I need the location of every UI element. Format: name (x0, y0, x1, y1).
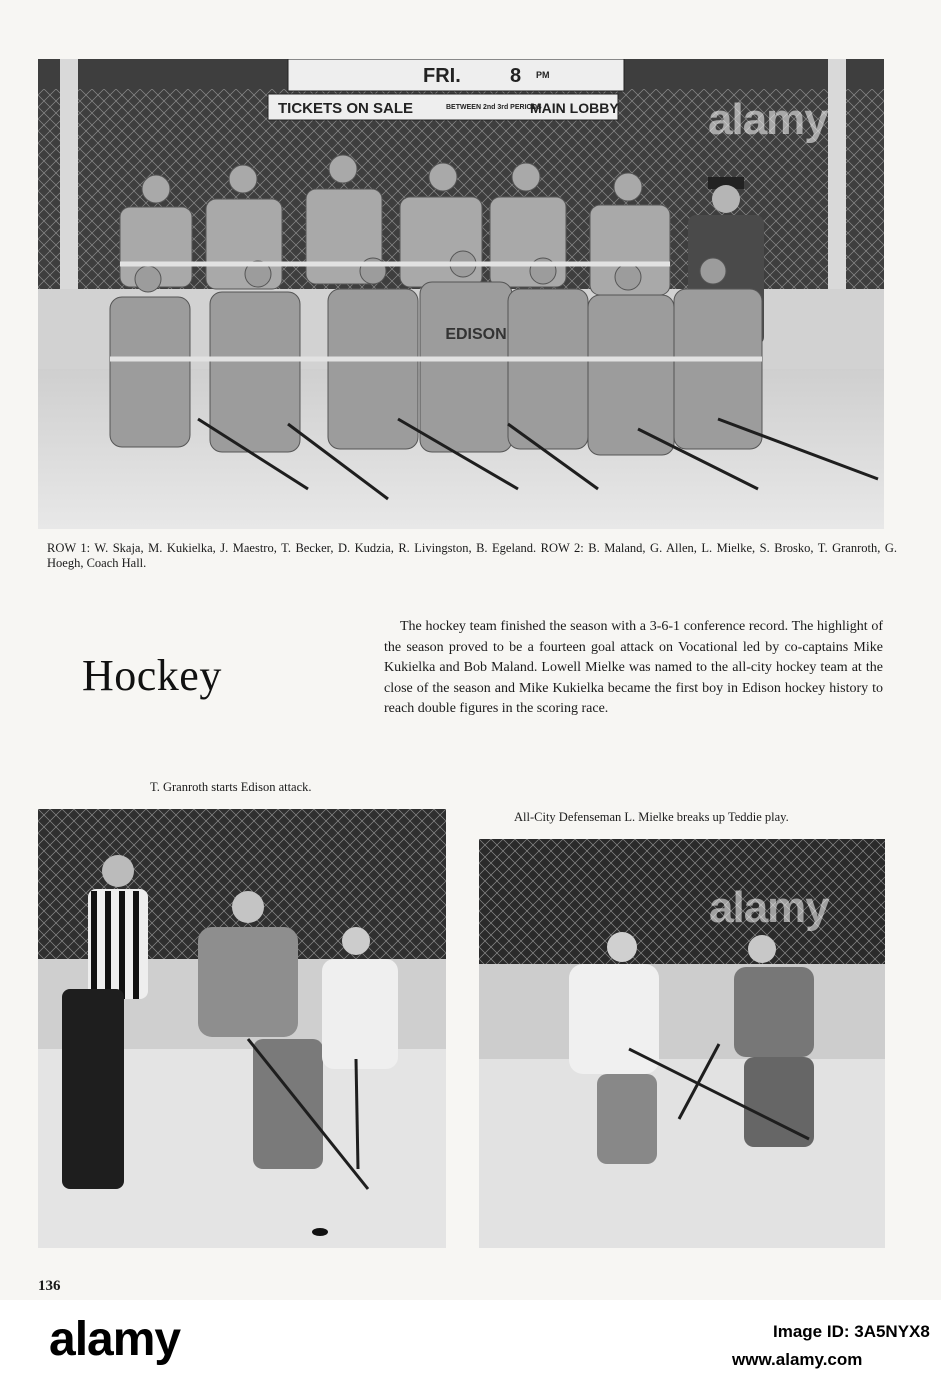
sign-time: 8 (510, 65, 522, 87)
sign-pm: PM (536, 70, 550, 80)
body-text: The hockey team finished the season with a 3-6-1 conference record. The highlight of the season proved to be a fourteen goal attack on Vocational led by co-captains Mike Kukielka and Bob Maland. Lowell Mielke was named to the all-city hockey team at the close of the season and Mike Kukielka became the first boy in Edison hockey history to reach double figures in the scoring race. (384, 619, 883, 716)
image-id: Image ID: 3A5NYX8 (773, 1322, 930, 1341)
sign-tickets: TICKETS ON SALE (278, 100, 414, 117)
watermark-action: alamy (709, 883, 829, 932)
sign-lobby: MAIN LOBBY (530, 100, 619, 116)
sign-between: BETWEEN 2nd 3rd PERIODS (446, 104, 542, 111)
caption-left-photo: T. Granroth starts Edison attack. (150, 780, 312, 794)
jersey-text: EDISON (445, 326, 507, 343)
sign-fri: FRI. (423, 65, 461, 87)
team-photo (38, 59, 884, 529)
page-title: Hockey (82, 651, 222, 700)
alamy-url: www.alamy.com (732, 1350, 863, 1369)
action-photo-right (479, 839, 885, 1248)
action-photo-left (38, 809, 446, 1248)
caption-right-photo: All-City Defenseman L. Mielke breaks up Teddie play. (514, 810, 789, 824)
watermark-team: alamy (708, 95, 828, 144)
team-caption: ROW 1: W. Skaja, M. Kukielka, J. Maestro, T. Becker, D. Kudzia, R. Livingston, B. Egeland. ROW 2: B. Maland, G. Allen, L. Mielke, S. Brosko, T. Granroth, G. Hoegh, Coach Hall. (47, 541, 897, 570)
alamy-logo: alamy (49, 1313, 181, 1366)
watermark-footer (0, 1300, 941, 1390)
page-number: 136 (38, 1278, 61, 1294)
